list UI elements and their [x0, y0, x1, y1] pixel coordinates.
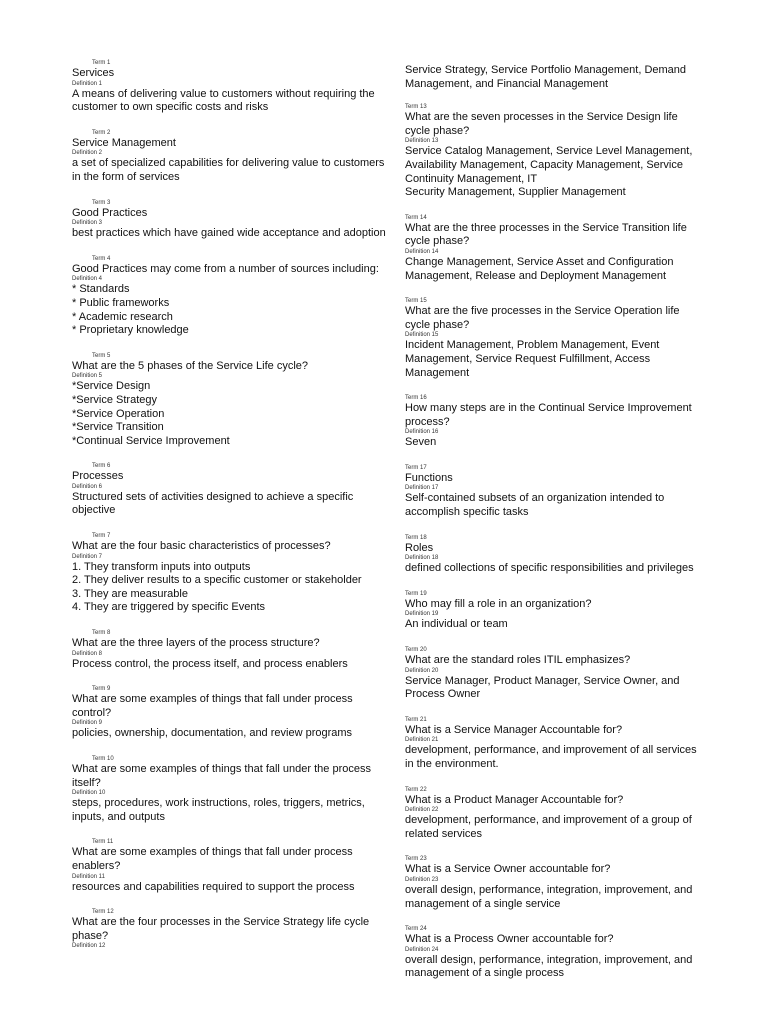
definition-text: [405, 675, 705, 702]
term-text: What are the five processes in the Service Operation life cycle phase?: [405, 305, 680, 331]
term-number-label: Term 9: [92, 686, 111, 693]
definition-text: [72, 881, 392, 895]
definition-line: policies, ownership, documentation, and review programs: [72, 727, 353, 740]
definition-number-label: Definition 16: [405, 429, 439, 436]
term-number-label: Term 18: [405, 534, 427, 541]
flashcard-7: [72, 533, 392, 615]
term-text: Functions: [405, 471, 453, 484]
term-12-definition-continued: Service Strategy, Service Portfolio Management, Demand Management, and Financial Management: [405, 64, 687, 90]
definition-line: overall design, performance, integration, improvement, and management of a single process: [405, 953, 693, 980]
left-column: [72, 60, 392, 965]
definition-number-label: Definition 2: [72, 150, 103, 157]
definition-text: [72, 491, 392, 518]
term-text: What is a Process Owner accountable for?: [405, 933, 614, 946]
definition-line: Change Management, Service Asset and Configuration Management, Release and Deployment Management: [405, 255, 674, 282]
definition-number-label: Definition 15: [405, 332, 439, 339]
definition-line: An individual or team: [405, 618, 508, 631]
term-number-label: Term 7: [92, 533, 111, 540]
flashcard-24: [405, 926, 705, 981]
term-number-label: Term 12: [92, 909, 114, 916]
definition-line: *Service Transition: [72, 421, 164, 434]
definition-text: [405, 744, 705, 771]
definition-text: [72, 658, 392, 672]
definition-line: *Service Operation: [72, 407, 165, 420]
term-number-label: Term 24: [405, 926, 427, 933]
flashcard-4: [72, 256, 392, 338]
term-text: Services: [72, 67, 115, 79]
definition-line: A means of delivering value to customers without requiring the customer to own specific costs and risks: [72, 87, 375, 114]
term-number-label: Term 20: [405, 647, 427, 654]
term-text: How many steps are in the Continual Service Improvement process?: [405, 402, 692, 428]
term-number-label: Term 4: [92, 255, 111, 262]
flashcard-1: [72, 60, 392, 115]
term-text: What are the 5 phases of the Service Life cycle?: [72, 359, 309, 372]
definition-text: [405, 884, 705, 911]
definition-text: [72, 283, 392, 337]
definition-number-label: Definition 13: [405, 138, 439, 145]
definition-text: [72, 227, 392, 241]
definition-line: 1. They transform inputs into outputs: [72, 560, 251, 573]
definition-line: * Academic research: [72, 310, 173, 323]
definition-text: [405, 436, 705, 450]
definition-line: 3. They are measurable: [72, 587, 188, 600]
term-text: What is a Service Owner accountable for?: [405, 863, 611, 876]
definition-text: [72, 380, 392, 448]
flashcard-20: [405, 647, 705, 702]
term-number-label: Term 6: [92, 463, 111, 470]
definition-number-label: Definition 5: [72, 373, 103, 380]
term-number-label: Term 2: [92, 129, 111, 136]
definition-number-label: Definition 1: [72, 80, 103, 87]
definition-line: Incident Management, Problem Management, Event Management, Service Request Fulfillment, Access Management: [405, 339, 660, 379]
term-text: What are some examples of things that fall under process control?: [72, 693, 353, 719]
definition-line: Process control, the process itself, and process enablers: [72, 657, 348, 670]
definition-text: [405, 618, 705, 632]
definition-line: Seven: [405, 436, 437, 449]
flashcard-6: [72, 463, 392, 518]
definition-line: * Proprietary knowledge: [72, 324, 189, 337]
definition-text: [72, 727, 392, 741]
term-number-label: Term 5: [92, 352, 111, 359]
term-number-label: Term 13: [405, 104, 427, 111]
flashcard-3: [72, 200, 392, 241]
term-number-label: Term 3: [92, 199, 111, 206]
definition-number-label: Definition 14: [405, 248, 439, 255]
definition-line: Service Manager, Product Manager, Service Owner, and Process Owner: [405, 674, 680, 701]
flashcard-16: [405, 395, 705, 450]
term-number-label: Term 8: [92, 630, 111, 637]
flashcard-19: [405, 591, 705, 632]
definition-line: *Service Strategy: [72, 393, 157, 406]
definition-number-label: Definition 12: [72, 943, 106, 950]
flashcard-5: [72, 353, 392, 449]
definition-number-label: Definition 24: [405, 946, 439, 953]
term-text: What are the four basic characteristics of processes?: [72, 540, 331, 553]
definition-number-label: Definition 8: [72, 650, 103, 657]
flashcard-10: [72, 756, 392, 824]
term-text: Who may fill a role in an organization?: [405, 597, 592, 610]
definition-line: resources and capabilities required to support the process: [72, 880, 355, 893]
term-text: Good Practices may come from a number of sources including:: [72, 262, 379, 275]
flashcard-15: [405, 298, 705, 380]
flashcard-17: [405, 465, 705, 520]
term-text: What are the three processes in the Service Transition life cycle phase?: [405, 221, 687, 248]
term-text: Roles: [405, 541, 434, 554]
definition-line: best practices which have gained wide acceptance and adoption: [72, 227, 386, 240]
term-text: What are some examples of things that fall under process enablers?: [72, 846, 353, 872]
flashcard-9: [72, 686, 392, 741]
definition-number-label: Definition 21: [405, 737, 439, 744]
flashcard-2: [72, 130, 392, 185]
term-text: Good Practices: [72, 206, 148, 219]
definition-text: [405, 492, 705, 519]
definition-line: Structured sets of activities designed to achieve a specific objective: [72, 490, 354, 517]
definition-text: [405, 562, 705, 576]
term-text: What is a Service Manager Accountable for?: [405, 723, 623, 736]
definition-number-label: Definition 3: [72, 220, 103, 227]
definition-line: *Continual Service Improvement: [72, 434, 230, 447]
flashcard-14: [405, 215, 705, 283]
term-text: What are the seven processes in the Service Design life cycle phase?: [405, 111, 678, 137]
definition-line: Security Management, Supplier Management: [405, 186, 626, 199]
term-number-label: Term 21: [405, 716, 427, 723]
term-number-label: Term 22: [405, 786, 427, 793]
definition-line: Self-contained subsets of an organization intended to accomplish specific tasks: [405, 492, 665, 519]
definition-line: Service Catalog Management, Service Level Management, Availability Management, Capacity Management, Service Continuity Management, IT: [405, 145, 693, 185]
definition-text: [405, 256, 705, 283]
term-number-label: Term 11: [92, 839, 114, 846]
flashcard-23: [405, 856, 705, 911]
flashcard-22: [405, 787, 705, 842]
term-text: Processes: [72, 470, 124, 483]
term-number-label: Term 10: [92, 756, 114, 762]
flashcard-12: [72, 909, 392, 950]
definition-number-label: Definition 9: [72, 720, 103, 727]
flashcard-13: [405, 104, 705, 200]
right-column: [405, 60, 705, 996]
definition-line: 2. They deliver results to a specific customer or stakeholder: [72, 574, 362, 587]
definition-number-label: Definition 17: [405, 485, 439, 492]
definition-line: overall design, performance, integration, improvement, and management of a single service: [405, 883, 693, 910]
definition-number-label: Definition 22: [405, 807, 439, 814]
definition-line: 4. They are triggered by specific Events: [72, 601, 266, 614]
term-number-label: Term 17: [405, 464, 427, 471]
definition-number-label: Definition 23: [405, 876, 439, 883]
definition-number-label: Definition 11: [72, 873, 105, 880]
term-number-label: Term 19: [405, 590, 427, 597]
definition-line: defined collections of specific responsibilities and privileges: [405, 562, 694, 575]
definition-number-label: Definition 7: [72, 553, 103, 560]
definition-line: * Public frameworks: [72, 296, 170, 309]
term-text: What are some examples of things that fall under the process itself?: [72, 763, 371, 789]
term-number-label: Term 15: [405, 298, 427, 305]
flashcard-21: [405, 717, 705, 772]
term-number-label: Term 1: [92, 60, 111, 66]
flashcard-8: [72, 630, 392, 671]
definition-text: [72, 88, 392, 115]
definition-line: a set of specialized capabilities for delivering value to customers in the form of services: [72, 157, 385, 183]
flashcard-11: [72, 839, 392, 894]
definition-line: * Standards: [72, 283, 130, 296]
definition-text: [405, 145, 705, 199]
definition-number-label: Definition 6: [72, 483, 103, 490]
definition-number-label: Definition 10: [72, 790, 106, 797]
term-text: What are the standard roles ITIL emphasizes?: [405, 654, 631, 667]
term-text: What is a Product Manager Accountable for?: [405, 793, 624, 806]
definition-number-label: Definition 20: [405, 667, 439, 674]
term-text: Service Management: [72, 136, 176, 149]
definition-text: [405, 954, 705, 981]
term-number-label: Term 14: [405, 214, 427, 221]
flashcard-18: [405, 535, 705, 576]
definition-line: development, performance, and improvement of a group of related services: [405, 814, 692, 840]
term-number-label: Term 23: [405, 856, 427, 863]
definition-text: [72, 561, 392, 615]
definition-text: [405, 339, 705, 380]
definition-number-label: Definition 19: [405, 611, 439, 618]
term-text: What are the three layers of the process structure?: [72, 637, 320, 650]
definition-line: development, performance, and improvement of all services in the environment.: [405, 744, 697, 770]
definition-text: [72, 157, 392, 184]
term-text: What are the four processes in the Service Strategy life cycle phase?: [72, 916, 370, 942]
definition-text: [405, 814, 705, 841]
term-number-label: Term 16: [405, 395, 427, 402]
definition-text: [72, 797, 392, 824]
definition-number-label: Definition 18: [405, 555, 439, 562]
definition-number-label: Definition 4: [72, 276, 103, 283]
spacer: [405, 91, 705, 104]
definition-line: steps, procedures, work instructions, roles, triggers, metrics, inputs, and outputs: [72, 797, 365, 823]
definition-line: *Service Design: [72, 380, 151, 393]
